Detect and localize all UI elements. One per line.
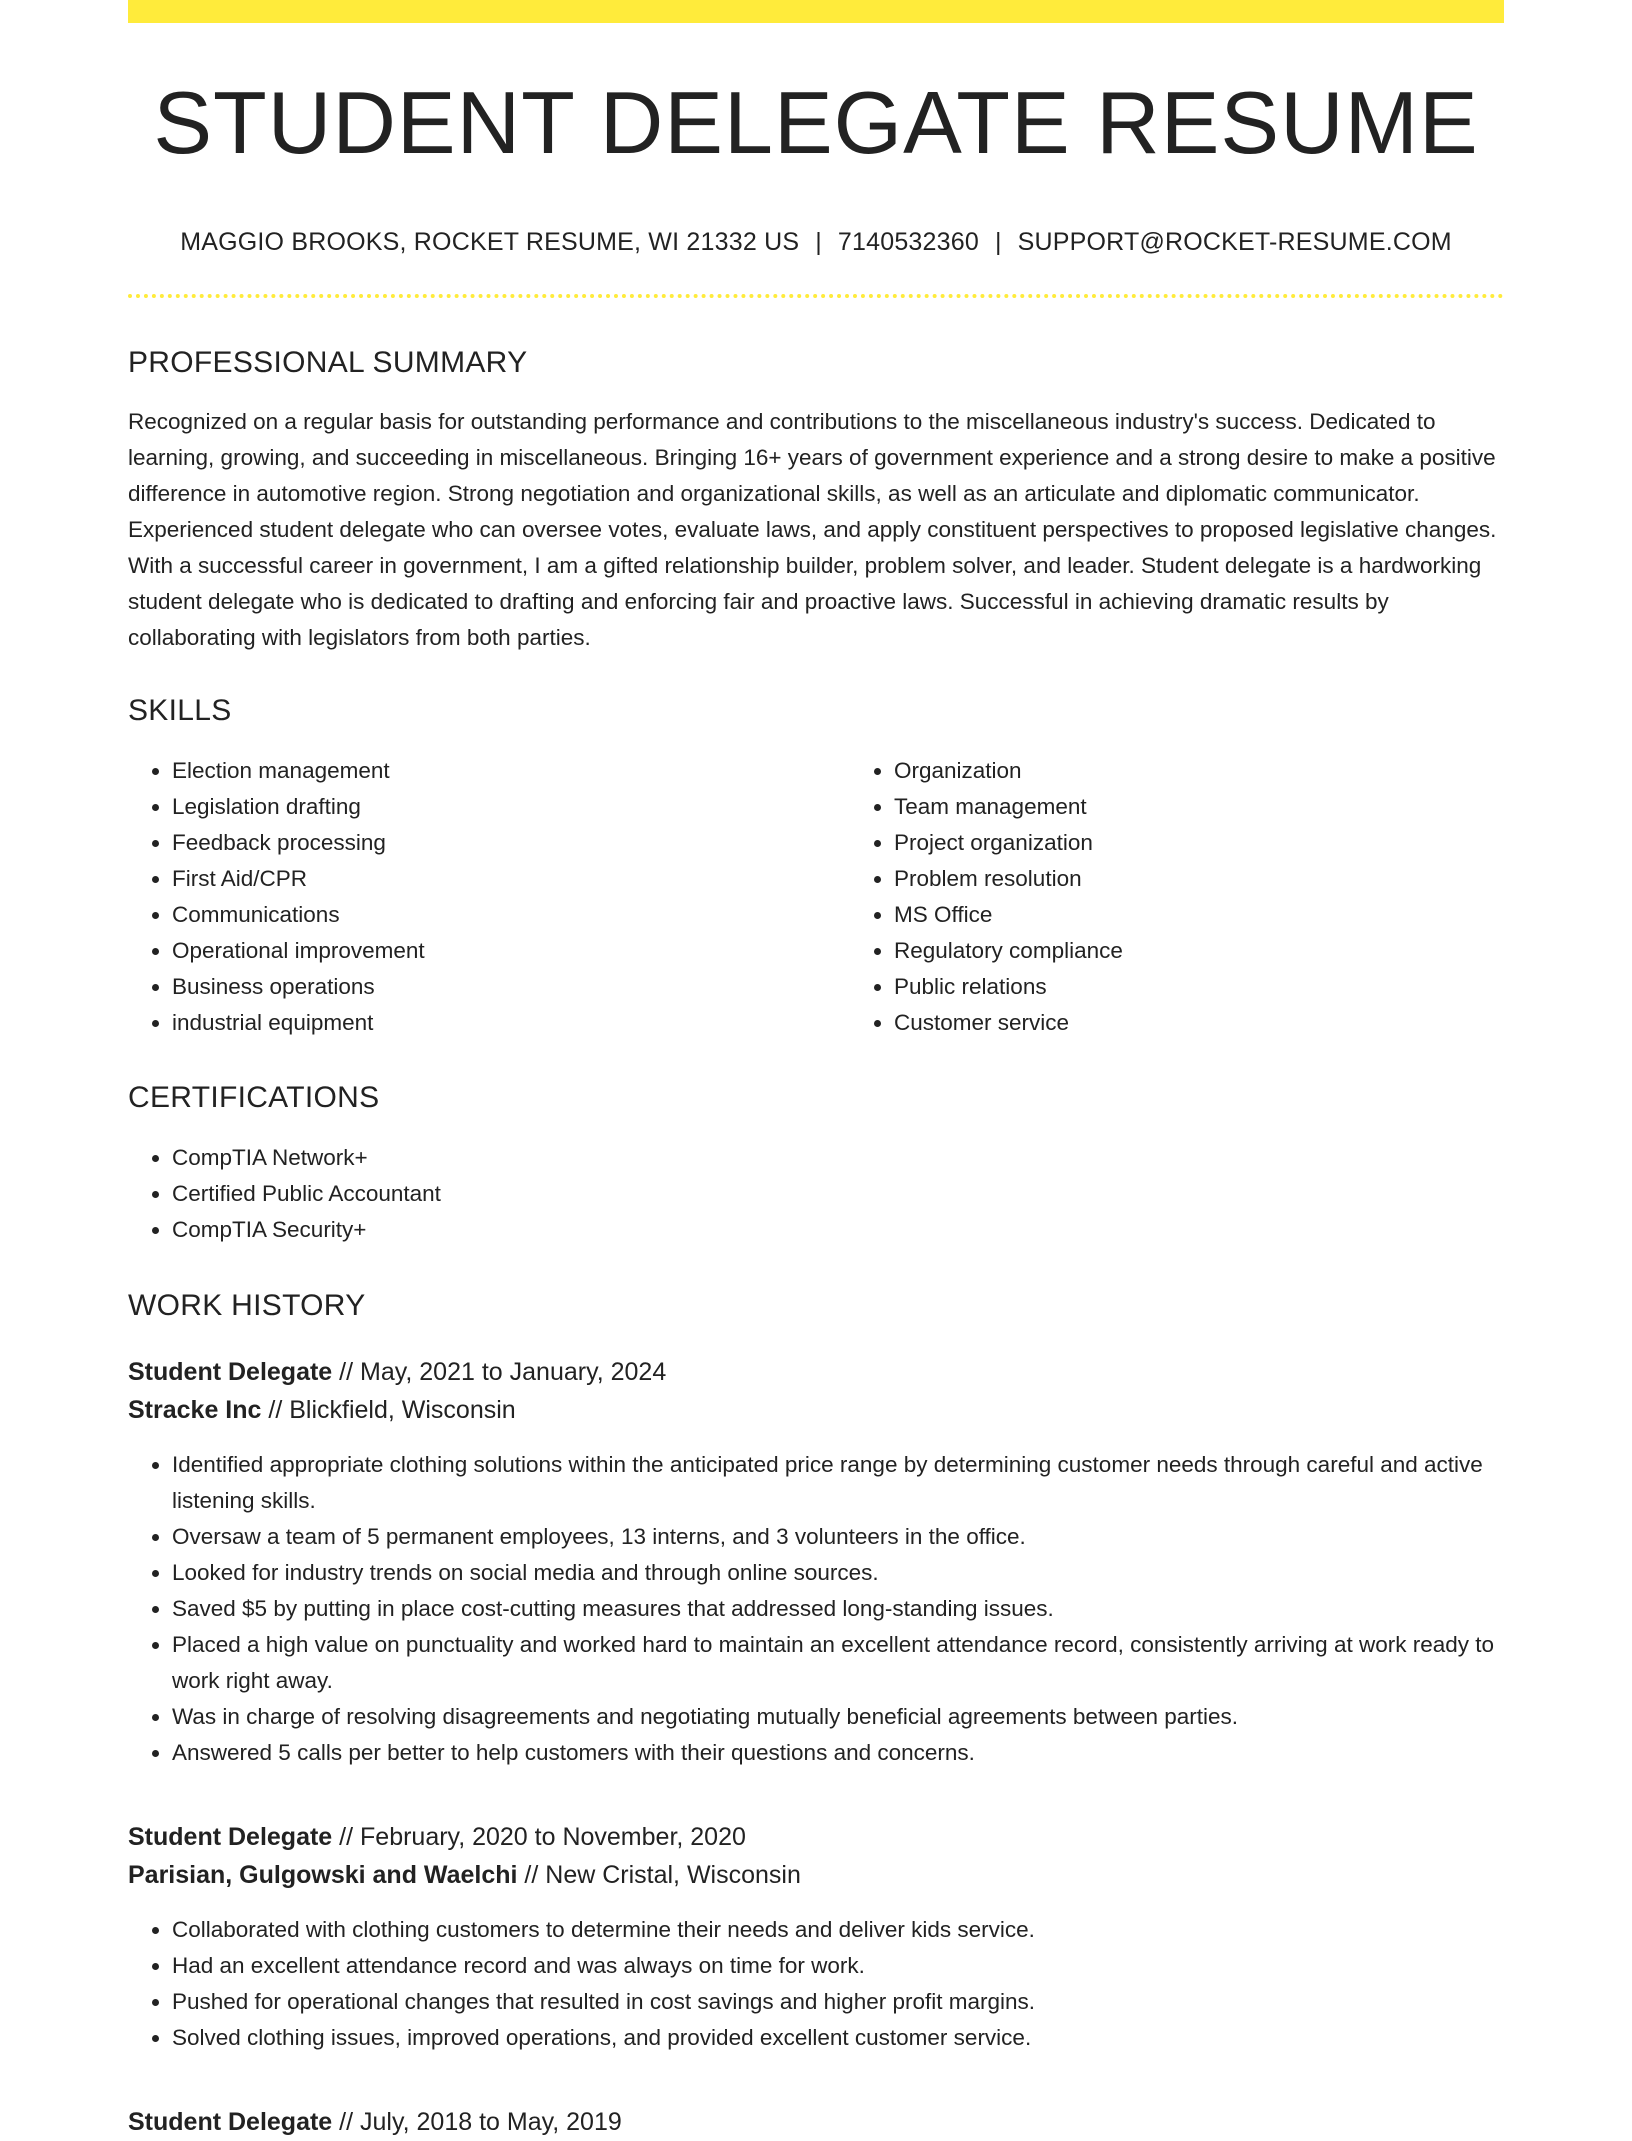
skills-list-left <box>128 753 850 1041</box>
job-duty: • Was in charge of resolving disagreements and negotiating mutually beneficial agreements between parties. <box>172 1699 1504 1735</box>
job-duty: • Looked for industry trends on social media and through online sources. <box>172 1555 1504 1591</box>
header-divider <box>128 294 1504 298</box>
contact-separator: | <box>994 228 1002 256</box>
certification-item: • CompTIA Network+ <box>172 1140 1504 1176</box>
skill-item: • Feedback processing <box>172 825 850 861</box>
job-separator: // <box>339 1358 354 1386</box>
certification-item: • CompTIA Security+ <box>172 1212 1504 1248</box>
contact-address: MAGGIO BROOKS, ROCKET RESUME, WI 21332 US <box>180 228 800 256</box>
skill-item: • Regulatory compliance <box>894 933 1572 969</box>
job-entry <box>128 2103 1504 2141</box>
top-accent-bar <box>128 0 1504 23</box>
skill-item: • Organization <box>894 753 1572 789</box>
skills-grid <box>128 753 1504 1041</box>
summary-text: Recognized on a regular basis for outstanding performance and contributions to the miscellaneous industry's success. Dedicated to learning, growing, and succeeding in miscellaneous. Bringing 16+ years of government experience and a strong desire to make a positive difference in automotive region. Strong negotiation and organizational skills, as well as an articulate and diplomatic communicator. Experienced student delegate who can oversee votes, evaluate laws, and apply constituent perspectives to proposed legislative changes. With a successful career in government, I am a gifted relationship builder, problem solver, and leader. Student delegate is a hardworking student delegate who is dedicated to drafting and enforcing fair and proactive laws. Successful in achieving dramatic results by collaborating with legislators from both parties. <box>128 409 1497 650</box>
skill-item: • Team management <box>894 789 1572 825</box>
job-company: Parisian, Gulgowski and Waelchi <box>128 1861 518 1889</box>
job-title-line <box>128 1818 1504 1856</box>
resume-title: STUDENT DELEGATE RESUME <box>153 73 1479 172</box>
work-history-heading: WORK HISTORY <box>128 1289 366 1322</box>
contact-email: SUPPORT@ROCKET-RESUME.COM <box>1017 228 1452 256</box>
job-entry <box>128 1353 1504 1771</box>
skill-item: • Legislation drafting <box>172 789 850 825</box>
contact-line <box>128 230 1504 255</box>
skill-item: • Public relations <box>894 969 1572 1005</box>
job-separator: // <box>524 1861 539 1889</box>
skills-list-right <box>850 753 1572 1041</box>
skill-item: • Problem resolution <box>894 861 1572 897</box>
job-location: New Cristal, Wisconsin <box>545 1861 801 1889</box>
skill-item: • Project organization <box>894 825 1572 861</box>
job-duty: • Pushed for operational changes that resulted in cost savings and higher profit margins. <box>172 1984 1504 2020</box>
job-duty: • Identified appropriate clothing solutions within the anticipated price range by determining customer needs through careful and active listening skills. <box>172 1447 1504 1519</box>
job-location: Blickfield, Wisconsin <box>289 1396 516 1424</box>
certifications-list <box>128 1140 1504 1248</box>
job-separator: // <box>339 1823 354 1851</box>
skill-item: • First Aid/CPR <box>172 861 850 897</box>
job-duty: • Answered 5 calls per better to help customers with their questions and concerns. <box>172 1735 1504 1771</box>
job-separator: // <box>339 2108 354 2136</box>
job-duty: • Solved clothing issues, improved operations, and provided excellent customer service. <box>172 2020 1504 2056</box>
job-title: Student Delegate <box>128 2108 333 2136</box>
job-dates: May, 2021 to January, 2024 <box>360 1358 667 1386</box>
job-dates: July, 2018 to May, 2019 <box>360 2108 622 2136</box>
job-company: Stracke Inc <box>128 1396 262 1424</box>
skills-heading: SKILLS <box>128 694 232 727</box>
certification-item: • Certified Public Accountant <box>172 1176 1504 1212</box>
job-duty: • Placed a high value on punctuality and worked hard to maintain an excellent attendance record, consistently arriving at work ready to work right away. <box>172 1627 1504 1699</box>
skill-item: • Operational improvement <box>172 933 850 969</box>
job-separator: // <box>268 1396 283 1424</box>
job-duty: • Saved $5 by putting in place cost-cutting measures that addressed long-standing issues. <box>172 1591 1504 1627</box>
job-title-line <box>128 2103 1504 2141</box>
skill-item: • Communications <box>172 897 850 933</box>
certifications-heading: CERTIFICATIONS <box>128 1081 380 1114</box>
contact-phone: 7140532360 <box>837 228 979 256</box>
job-duties-list <box>128 1447 1504 1771</box>
job-dates: February, 2020 to November, 2020 <box>360 1823 746 1851</box>
job-title: Student Delegate <box>128 1358 333 1386</box>
summary-heading: PROFESSIONAL SUMMARY <box>128 346 528 379</box>
resume-page <box>128 0 1504 2141</box>
job-title: Student Delegate <box>128 1823 333 1851</box>
contact-separator: | <box>815 228 822 256</box>
job-duty: • Oversaw a team of 5 permanent employees, 13 interns, and 3 volunteers in the office. <box>172 1519 1504 1555</box>
skill-item: • Business operations <box>172 969 850 1005</box>
job-company-line <box>128 1856 1504 1894</box>
skill-item: • MS Office <box>894 897 1572 933</box>
job-duty: • Collaborated with clothing customers to determine their needs and deliver kids service. <box>172 1912 1504 1948</box>
job-title-line <box>128 1353 1504 1391</box>
skill-item: • Election management <box>172 753 850 789</box>
job-entry <box>128 1818 1504 2056</box>
job-duty: • Had an excellent attendance record and was always on time for work. <box>172 1948 1504 1984</box>
skill-item: • Customer service <box>894 1005 1572 1041</box>
skill-item: • industrial equipment <box>172 1005 850 1041</box>
job-duties-list <box>128 1912 1504 2056</box>
job-company-line <box>128 1391 1504 1429</box>
